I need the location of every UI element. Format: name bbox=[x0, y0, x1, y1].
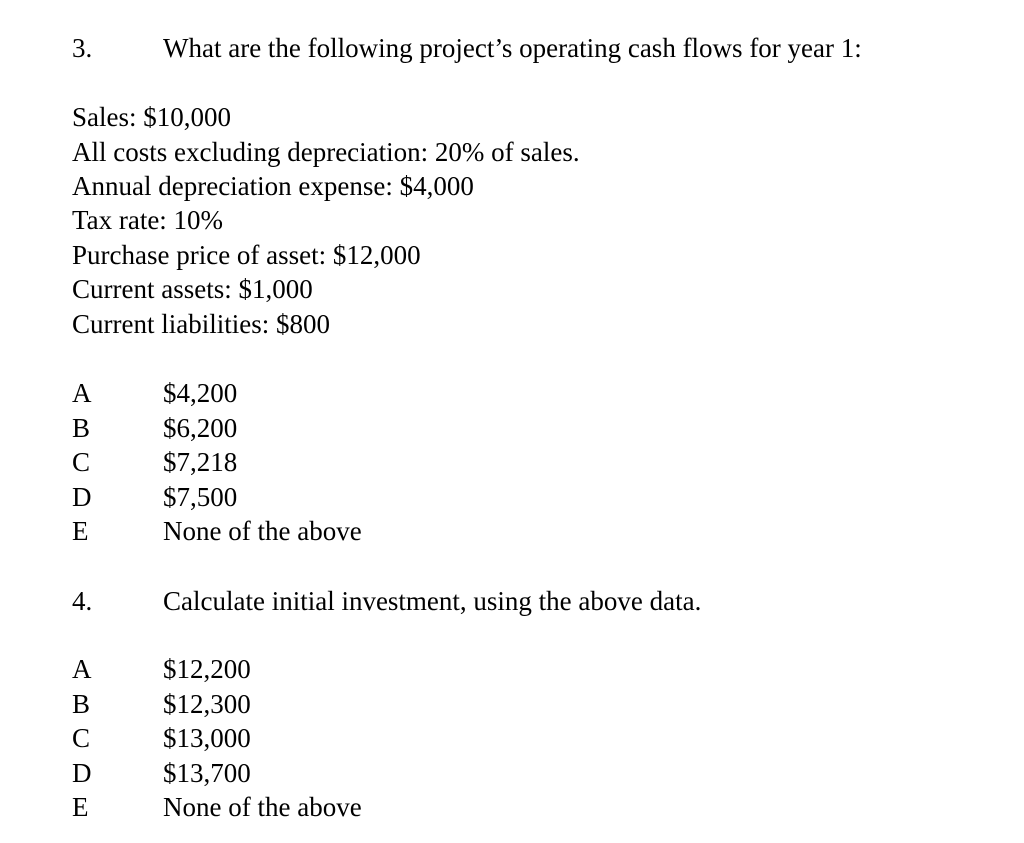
given-current-assets: Current assets: $1,000 bbox=[72, 274, 313, 304]
option-letter: B bbox=[72, 689, 91, 719]
option-letter: E bbox=[72, 792, 89, 822]
given-current-liabilities: Current liabilities: $800 bbox=[72, 309, 330, 339]
option-text: $6,200 bbox=[163, 413, 238, 443]
option-text: $7,218 bbox=[163, 447, 238, 477]
option-text: $13,000 bbox=[163, 723, 251, 753]
option-text: $7,500 bbox=[163, 482, 238, 512]
given-tax-rate: Tax rate: 10% bbox=[72, 205, 224, 235]
given-purchase-price: Purchase price of asset: $12,000 bbox=[72, 240, 421, 270]
question-4-number: 4. bbox=[72, 586, 93, 616]
question-3-number: 3. bbox=[72, 33, 93, 63]
given-depreciation: Annual depreciation expense: $4,000 bbox=[72, 171, 474, 201]
given-costs: All costs excluding depreciation: 20% of sales. bbox=[72, 137, 580, 167]
question-4-text: Calculate initial investment, using the above data. bbox=[163, 586, 702, 616]
option-text: $4,200 bbox=[163, 378, 238, 408]
given-sales: Sales: $10,000 bbox=[72, 102, 231, 132]
option-letter: C bbox=[72, 723, 91, 753]
option-letter: A bbox=[72, 378, 92, 408]
option-text: $13,700 bbox=[163, 758, 251, 788]
option-text: None of the above bbox=[163, 792, 362, 822]
option-letter: E bbox=[72, 516, 89, 546]
option-text: None of the above bbox=[163, 516, 362, 546]
option-letter: C bbox=[72, 447, 91, 477]
option-letter: B bbox=[72, 413, 91, 443]
question-3-text: What are the following project’s operating cash flows for year 1: bbox=[163, 33, 862, 63]
option-letter: D bbox=[72, 758, 92, 788]
option-text: $12,300 bbox=[163, 689, 251, 719]
option-letter: A bbox=[72, 654, 92, 684]
option-letter: D bbox=[72, 482, 92, 512]
option-text: $12,200 bbox=[163, 654, 251, 684]
